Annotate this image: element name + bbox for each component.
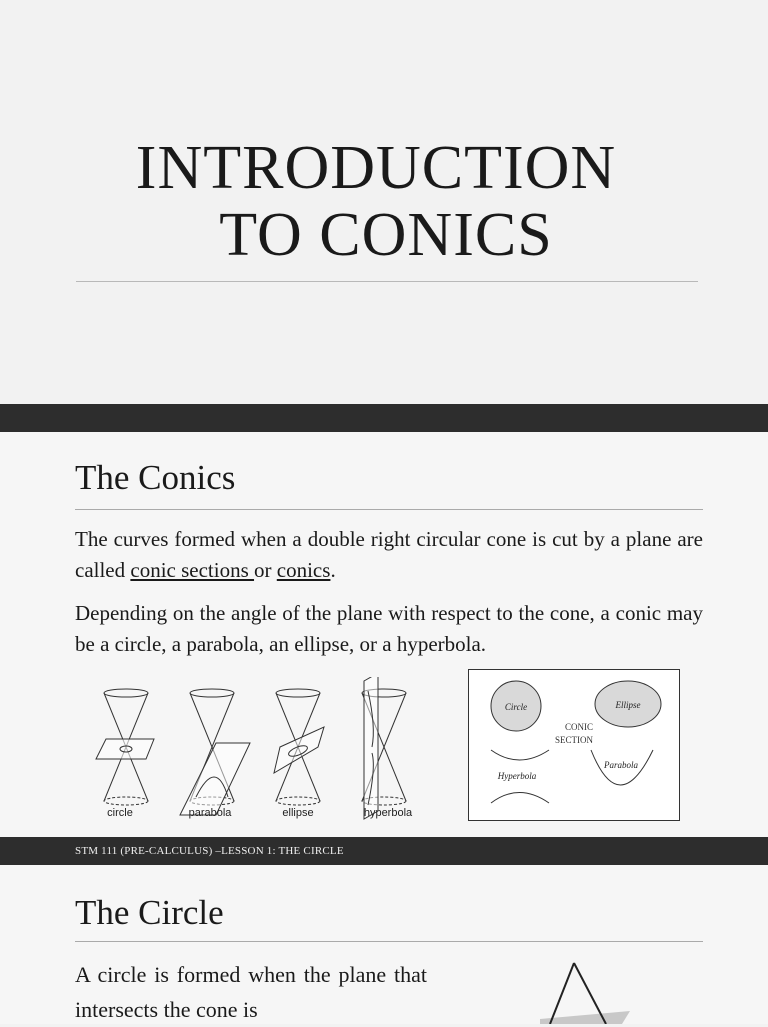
term-conic-sections: conic sections [130, 558, 255, 582]
circle-heading: The Circle [75, 893, 224, 932]
conics-heading: The Conics [75, 458, 236, 497]
title-slide [0, 0, 768, 404]
cone-ellipse [274, 689, 324, 805]
cone-sections-figure [90, 677, 430, 827]
cone-label-hyperbola: hyperbola [363, 807, 413, 819]
conics-paragraph-1 [75, 524, 703, 586]
slide-separator [0, 404, 768, 432]
title-divider [76, 281, 698, 282]
conics-paragraph-2: Depending on the angle of the plane with respect to the cone, a conic may be a circle, a parabola, an ellipse, or a hyperbola. [75, 601, 703, 656]
para1-text-b: or [254, 558, 277, 582]
cone-parabola [180, 689, 250, 815]
diagram-ellipse-label: Ellipse [615, 700, 641, 710]
diagram-center-line-1: CONIC [564, 722, 594, 732]
cone-label-parabola: parabola [188, 807, 232, 819]
diagram-parabola-label: Parabola [603, 760, 639, 770]
term-conics: conics [276, 558, 331, 582]
para1-text-a: The curves formed when a double right circular cone is cut by a plane are called [75, 527, 703, 582]
circle-heading-divider [75, 941, 703, 942]
slide-footer [0, 837, 768, 865]
title-line-1: INTRODUCTION [135, 134, 617, 202]
conics-heading-divider [75, 509, 703, 510]
para1-text-c: . [330, 558, 336, 582]
cone-circle [96, 689, 154, 805]
circle-cone-figure [540, 961, 630, 1024]
diagram-hyperbola-label: Hyperbola [497, 771, 537, 781]
diagram-center-line-2: SECTION [555, 735, 593, 745]
circle-paragraph: A circle is formed when the plane that intersects the cone is [75, 962, 427, 1022]
title-line-2: TO CONICS [219, 201, 553, 269]
conics-slide [0, 432, 768, 837]
footer-text: STM 111 (PRE-CALCULUS) –LESSON 1: THE CIRCLE [75, 845, 344, 857]
cone-label-ellipse: ellipse [282, 807, 314, 819]
cone-hyperbola [362, 677, 406, 819]
diagram-circle-label: Circle [504, 702, 528, 712]
cone-label-circle: circle [107, 807, 133, 819]
conic-section-diagram [468, 669, 680, 821]
circle-slide [0, 865, 768, 1024]
